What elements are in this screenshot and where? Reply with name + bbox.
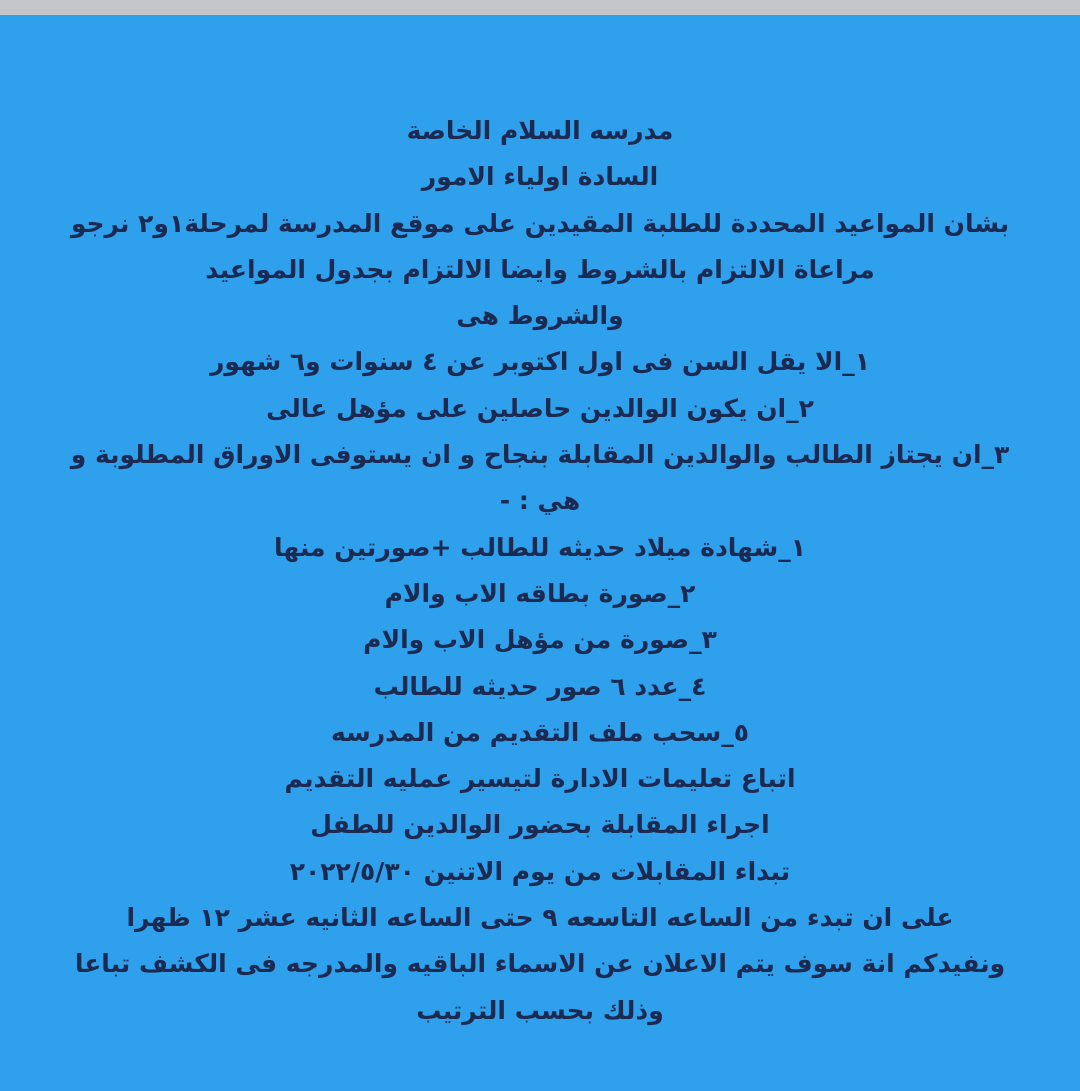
top-status-bar: [0, 0, 1080, 15]
condition-item-2: ٢_ان يكون الوالدين حاصلين على مؤهل عالى: [266, 393, 814, 423]
notice-conditions-heading: والشروط هى: [456, 301, 624, 331]
condition-item-3: ٣_ان يجتاز الطالب والوالدين المقابلة بنجاح و ان يستوفى الاوراق المطلوبة و: [70, 440, 1010, 470]
notice-school-name: مدرسه السلام الخاصة: [406, 116, 674, 145]
condition-item-1: ١_الا يقل السن فى اول اكتوبر عن ٤ سنوات و٦ شهور: [210, 347, 870, 377]
notice-closing: وذلك بحسب الترتيب: [416, 995, 664, 1025]
document-item-1: ١_شهادة ميلاد حديثه للطالب +صورتين منها: [273, 532, 807, 562]
notice-hours: على ان تبدء من الساعه التاسعه ٩ حتى الساعه الثانيه عشر ١٢ ظهرا: [126, 903, 954, 933]
document-item-5: ٥_سحب ملف التقديم من المدرسه: [331, 717, 749, 747]
notice-line: مراعاة الالتزام بالشروط وايضا الالتزام بجدول المواعيد: [205, 254, 875, 284]
notice-instruction: اتباع تعليمات الادارة لتيسير عمليه التقديم: [284, 764, 796, 794]
document-item-4: ٤_عدد ٦ صور حديثه للطالب: [373, 671, 707, 701]
notice-start-date: تبداء المقابلات من يوم الاتنين ٢٠٢٢/٥/٣٠: [289, 856, 791, 886]
documents-heading: هي : -: [499, 486, 581, 516]
notice-salutation: السادة اولياء الامور: [421, 162, 659, 192]
notice-interview: اجراء المقابلة بحضور الوالدين للطفل: [310, 810, 770, 840]
school-notice: [40, 108, 1040, 1034]
document-item-3: ٣_صورة من مؤهل الاب والام: [363, 625, 717, 655]
document-item-2: ٢_صورة بطاقه الاب والام: [384, 578, 696, 608]
notice-line: بشان المواعيد المحددة للطلبة المقيدين على موقع المدرسة لمرحلة١و٢ نرجو: [70, 208, 1010, 238]
notice-announcement: ونفيدكم انة سوف يتم الاعلان عن الاسماء الباقيه والمدرجه فى الكشف تباعا: [74, 949, 1006, 979]
